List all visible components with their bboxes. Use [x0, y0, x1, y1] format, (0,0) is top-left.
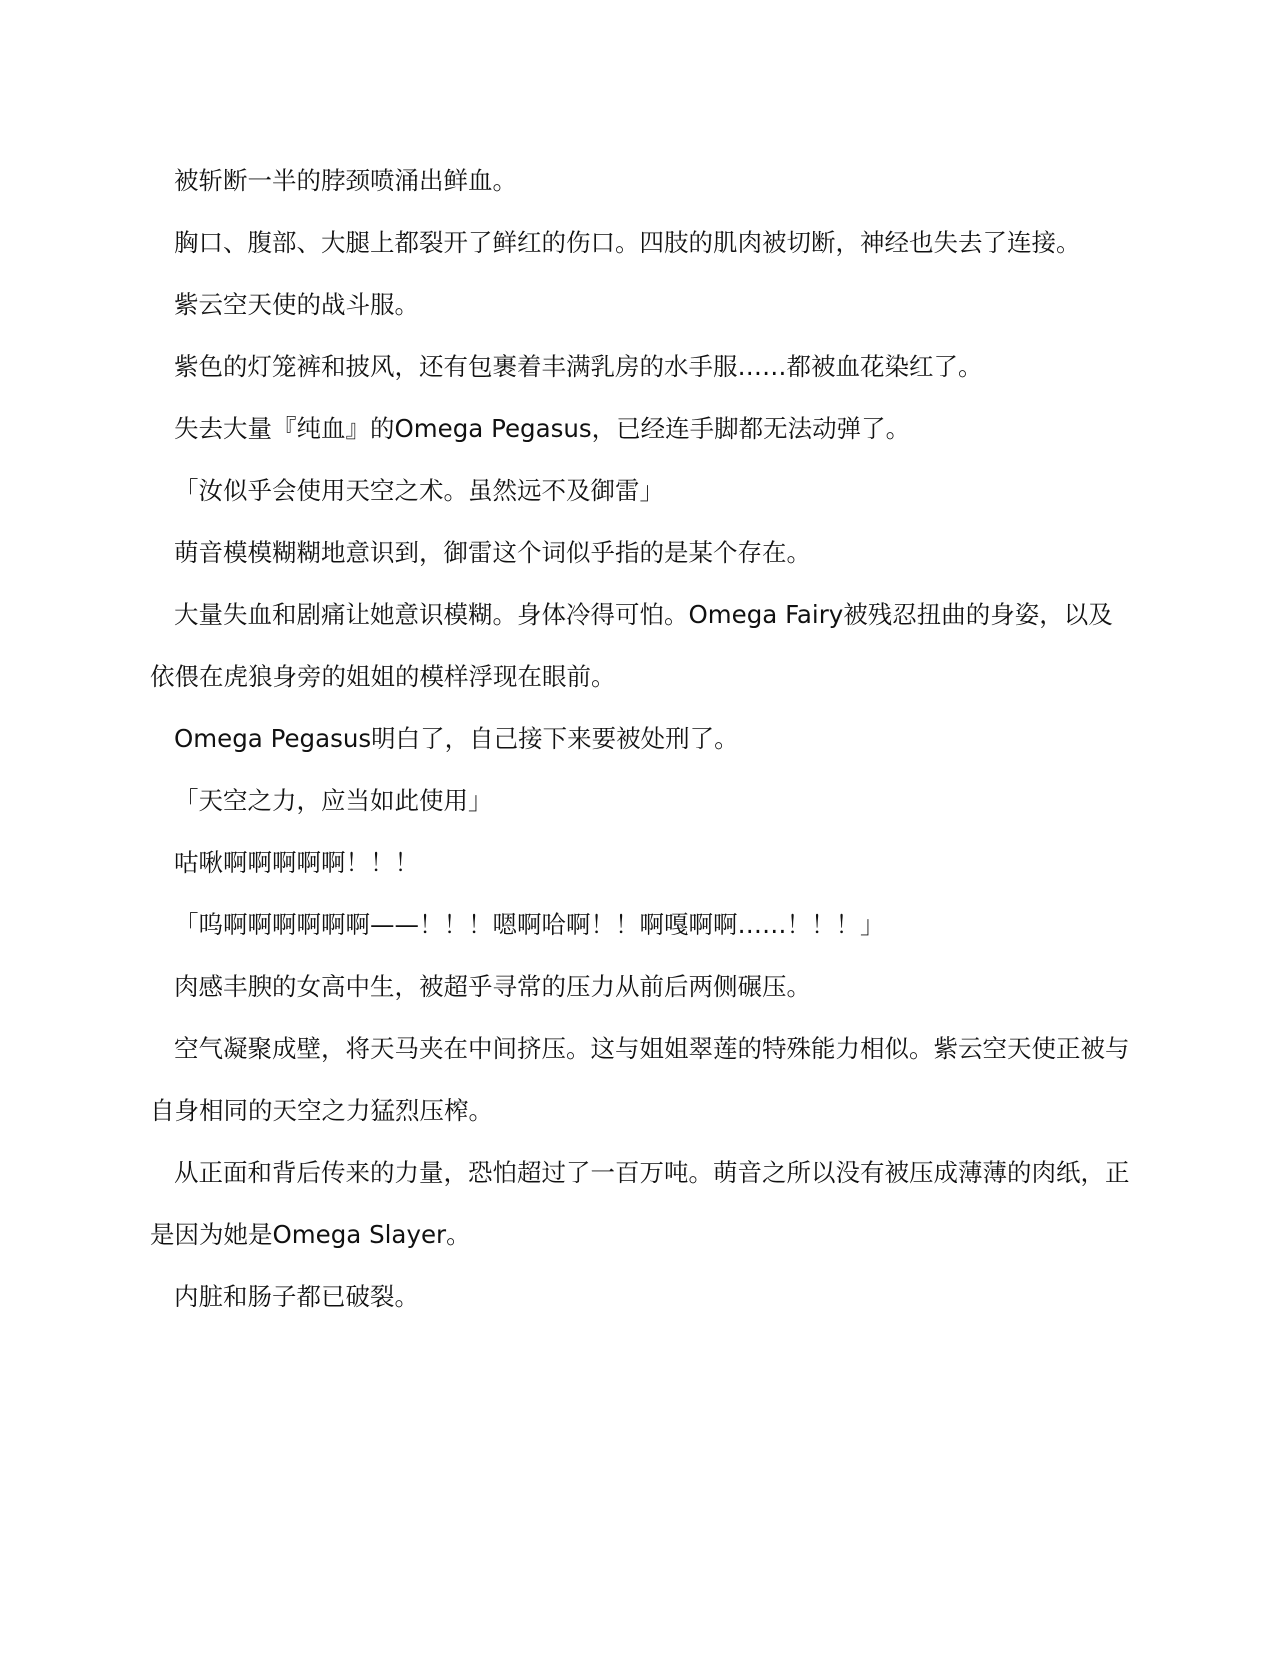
- paragraph: 「天空之力，应当如此使用」: [174, 786, 493, 815]
- paragraph: 萌音模模糊糊地意识到，御雷这个词似乎指的是某个存在。: [174, 538, 811, 567]
- paragraph: 大量失血和剧痛让她意识模糊。身体冷得可怕。Omega Fairy被残忍扭曲的身姿，以及依偎在虎狼身旁的姐姐的模样浮现在眼前。: [150, 600, 1113, 691]
- paragraph: 「汝似乎会使用天空之术。虽然远不及御雷」: [174, 476, 664, 505]
- paragraph: 紫色的灯笼裤和披风，还有包裹着丰满乳房的水手服……都被血花染红了。: [174, 352, 983, 381]
- paragraph: 内脏和肠子都已破裂。: [174, 1282, 419, 1311]
- paragraph: 空气凝聚成壁，将天马夹在中间挤压。这与姐姐翠莲的特殊能力相似。紫云空天使正被与自身相同的天空之力猛烈压榨。: [150, 1034, 1130, 1125]
- paragraph: 从正面和背后传来的力量，恐怕超过了一百万吨。萌音之所以没有被压成薄薄的肉纸，正是因为她是Omega Slayer。: [150, 1158, 1130, 1249]
- document-body: [150, 150, 1130, 1328]
- paragraph: 被斩断一半的脖颈喷涌出鲜血。: [174, 166, 517, 195]
- paragraph: 肉感丰腴的女高中生，被超乎寻常的压力从前后两侧碾压。: [174, 972, 811, 1001]
- paragraph: 「呜啊啊啊啊啊啊——！！！嗯啊哈啊！！啊嘎啊啊……！！！」: [174, 910, 885, 939]
- paragraph: 紫云空天使的战斗服。: [174, 290, 419, 319]
- paragraph: 咕啾啊啊啊啊啊！！！: [174, 848, 419, 877]
- paragraph: 失去大量『纯血』的Omega Pegasus，已经连手脚都无法动弹了。: [174, 414, 911, 443]
- paragraph: Omega Pegasus明白了，自己接下来要被处刑了。: [174, 724, 739, 753]
- paragraph: 胸口、腹部、大腿上都裂开了鲜红的伤口。四肢的肌肉被切断，神经也失去了连接。: [174, 228, 1081, 257]
